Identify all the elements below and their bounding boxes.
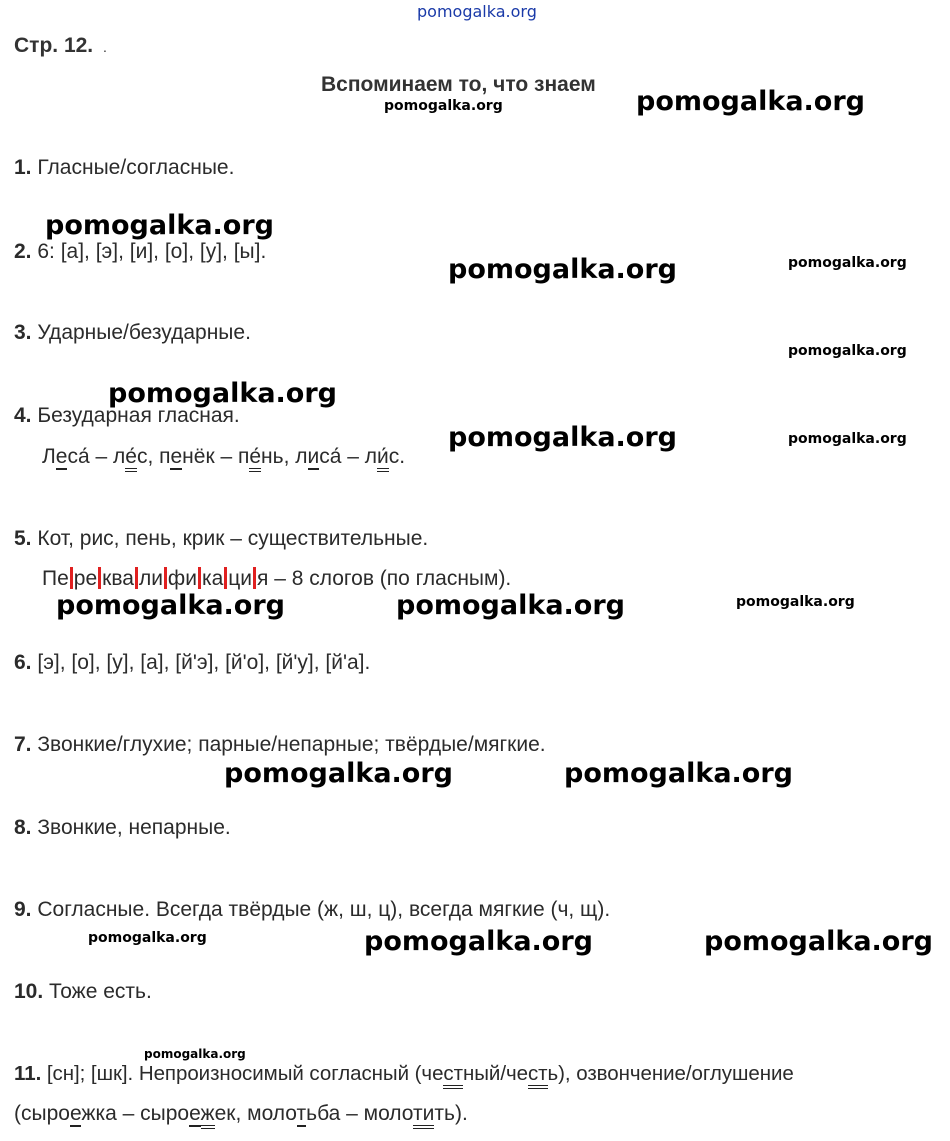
page-title: Вспоминаем то, что знаем <box>321 73 596 96</box>
item-2-number: 2. <box>14 240 32 263</box>
syllable-count-text: – 8 слогов (по гласным). <box>268 567 512 590</box>
syllable: ли <box>138 567 163 590</box>
watermark: pomogalka.org <box>736 594 855 610</box>
item-6-number: 6. <box>14 651 32 674</box>
syllable-divider <box>135 567 138 589</box>
underlined-letter: е <box>55 445 68 468</box>
watermark: pomogalka.org <box>448 254 677 285</box>
watermark: pomogalka.org <box>788 255 907 271</box>
watermark: pomogalka.org <box>788 343 907 359</box>
page-reference-label: Стр. 12. <box>14 34 94 57</box>
watermark: pomogalka.org <box>56 590 285 621</box>
syllable: фи <box>167 567 197 590</box>
underlined-letter: и <box>307 445 320 468</box>
watermark: pomogalka.org <box>636 86 865 117</box>
item-11-number: 11. <box>14 1062 42 1085</box>
double-underlined-letter: и́ <box>377 445 389 472</box>
watermark: pomogalka.org <box>224 758 453 789</box>
page-reference-dot: . <box>102 39 107 55</box>
watermark: pomogalka.org <box>564 758 793 789</box>
text-fragment: ь), озвончение/оглушение <box>547 1062 794 1085</box>
underlined-letter: е <box>69 1102 82 1125</box>
item-10 <box>14 980 152 1004</box>
item-4-text: Безударная гласная. <box>37 404 240 427</box>
watermark: pomogalka.org <box>88 930 207 946</box>
item-3-text: Ударные/безударные. <box>37 321 251 344</box>
item-1-text: Гласные/согласные. <box>37 156 235 179</box>
item-6-text: [э], [о], [у], [а], [й'э], [й'о], [й'у], [й'а]. <box>37 651 371 674</box>
syllable: я <box>257 567 269 590</box>
double-underlined-letters: ст <box>528 1062 548 1089</box>
syllable-divider <box>253 567 256 589</box>
item-10-text: Тоже есть. <box>49 980 152 1003</box>
item-1-number: 1. <box>14 156 32 179</box>
watermark: pomogalka.org <box>384 98 503 114</box>
syllable: Пе <box>42 567 69 590</box>
item-3-number: 3. <box>14 321 32 344</box>
text-fragment: Л <box>42 445 56 468</box>
item-2 <box>14 240 266 264</box>
text-fragment: [сн]; [шк]. Непроизносимый согласный (че <box>46 1062 444 1085</box>
item-7 <box>14 733 546 757</box>
watermark: pomogalka.org <box>788 431 907 447</box>
item-4-number: 4. <box>14 404 32 427</box>
item-7-number: 7. <box>14 733 32 756</box>
item-8-text: Звонкие, непарные. <box>37 816 231 839</box>
syllable-divider <box>98 567 101 589</box>
syllable-divider <box>70 567 73 589</box>
item-5 <box>14 527 428 551</box>
item-11 <box>14 1062 794 1086</box>
syllable: ква <box>102 567 134 590</box>
watermark: pomogalka.org <box>448 422 677 453</box>
text-fragment: (сыро <box>14 1102 70 1125</box>
item-9-number: 9. <box>14 898 32 921</box>
watermark: pomogalka.org <box>108 378 337 409</box>
item-8 <box>14 816 231 840</box>
syllable-divider <box>164 567 167 589</box>
text-fragment: с. <box>388 445 406 468</box>
double-underlined-letters: ст <box>443 1062 463 1089</box>
text-fragment: са́ – л <box>67 445 126 468</box>
page-reference <box>14 34 107 58</box>
item-8-number: 8. <box>14 816 32 839</box>
text-fragment: ьба – моло <box>306 1102 414 1125</box>
syllable: ре <box>73 567 98 590</box>
syllable: ци <box>228 567 253 590</box>
text-fragment: с, п <box>136 445 171 468</box>
text-fragment: са́ – л <box>319 445 378 468</box>
syllable-divider <box>224 567 227 589</box>
item-6 <box>14 651 370 675</box>
double-underlined-letter: е́ <box>249 445 261 472</box>
double-underlined-letter: ж <box>201 1102 215 1129</box>
item-2-text: 6: [а], [э], [и], [о], [у], [ы]. <box>37 240 267 263</box>
item-1 <box>14 156 234 180</box>
item-9 <box>14 898 610 922</box>
watermark: pomogalka.org <box>396 590 625 621</box>
underlined-letter: е <box>170 445 183 468</box>
watermark: pomogalka.org <box>144 1047 246 1061</box>
text-fragment: жка – сыро <box>81 1102 190 1125</box>
underlined-letter: т <box>296 1102 307 1125</box>
item-11-line-2 <box>14 1102 468 1126</box>
syllable: ка <box>201 567 224 590</box>
watermark: pomogalka.org <box>364 926 593 957</box>
watermark: pomogalka.org <box>704 926 933 957</box>
underlined-letter: е <box>189 1102 201 1125</box>
item-5-number: 5. <box>14 527 32 550</box>
item-4-example <box>42 445 405 469</box>
item-5-syllables <box>42 567 511 591</box>
watermark: pomogalka.org <box>45 210 274 241</box>
text-fragment: нёк – п <box>182 445 250 468</box>
watermark-top: pomogalka.org <box>417 2 537 21</box>
syllable-divider <box>198 567 201 589</box>
text-fragment: нь, л <box>261 445 308 468</box>
item-10-number: 10. <box>14 980 44 1003</box>
text-fragment: ть). <box>434 1102 468 1125</box>
item-3 <box>14 321 251 345</box>
item-5-text: Кот, рис, пень, крик – существительные. <box>37 527 429 550</box>
double-underlined-letters: ти <box>413 1102 434 1129</box>
item-7-text: Звонкие/глухие; парные/непарные; твёрдые/мягкие. <box>37 733 546 756</box>
double-underlined-letter: е́ <box>125 445 137 472</box>
text-fragment: ный/че <box>462 1062 528 1085</box>
item-9-text: Согласные. Всегда твёрдые (ж, ш, ц), всегда мягкие (ч, щ). <box>37 898 611 921</box>
text-fragment: ек, моло <box>214 1102 297 1125</box>
